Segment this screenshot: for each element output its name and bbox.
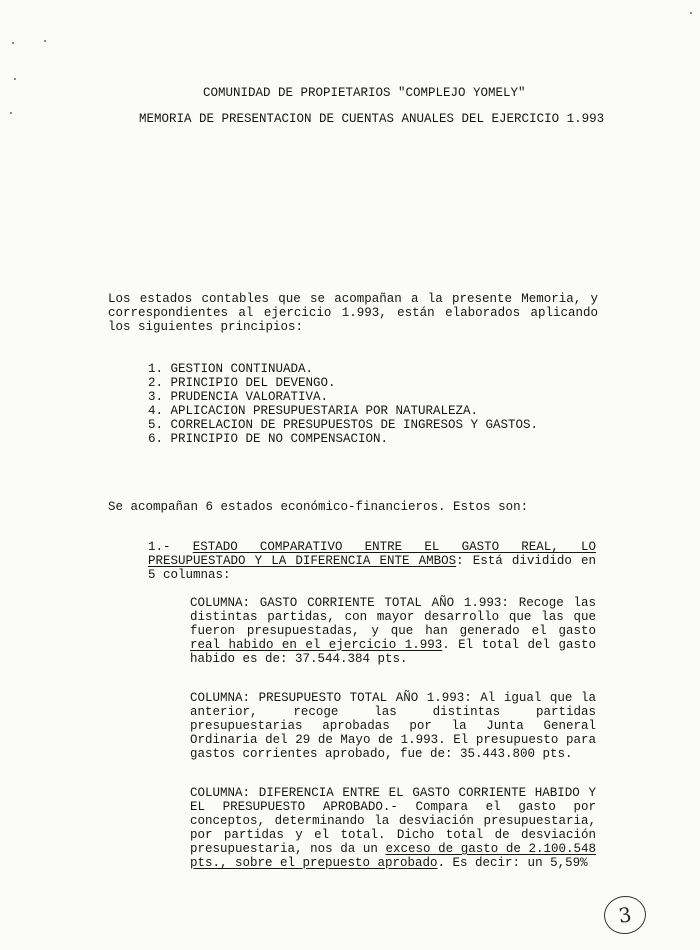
principle-item: 6. PRINCIPIO DE NO COMPENSACION. xyxy=(148,432,389,446)
column-text: COLUMNA: DIFERENCIA ENTRE EL GASTO CORRIENTE HABIDO Y EL PRESUPUESTO APROBADO.- Compara el gasto por conceptos, determinando la desviación presupuestaria, por partidas y el total. Dicho total de desviación presupuestaria, nos da un xyxy=(190,786,596,856)
states-intro: Se acompañan 6 estados económico-financieros. Estos son: xyxy=(108,500,529,514)
column-underlined-text: real habido en el ejercicio 1.993 xyxy=(190,638,443,652)
principles-list xyxy=(148,362,538,446)
column-text-end: . Es decir: un 5,59% xyxy=(437,856,588,870)
scan-speck xyxy=(14,78,16,80)
column-description-1 xyxy=(190,596,596,666)
scan-speck xyxy=(44,40,46,42)
column-text-end: . El total del gasto habido es de: 37.544.384 pts. xyxy=(190,638,597,666)
principle-item: 2. PRINCIPIO DEL DEVENGO. xyxy=(148,376,336,390)
section-1-number: 1.- xyxy=(148,540,193,554)
section-1-paragraph xyxy=(148,540,596,582)
column-description-2 xyxy=(190,691,596,761)
scan-speck xyxy=(690,12,692,14)
column-underlined-text: exceso de gasto de 2.100.548 pts., sobre el prepuesto aprobado xyxy=(190,842,596,870)
section-1-heading: ESTADO COMPARATIVO ENTRE EL GASTO REAL, LO PRESUPUESTADO Y LA DIFERENCIA ENTE AMBOS xyxy=(148,540,596,568)
principle-item: 4. APLICACION PRESUPUESTARIA POR NATURALEZA. xyxy=(148,404,479,418)
column-text: COLUMNA: GASTO CORRIENTE TOTAL AÑO 1.993: Recoge las distintas partidas, con mayor desarrollo que las que fueron presupuestadas, y que han generado el gasto xyxy=(190,596,596,638)
column-text: COLUMNA: PRESUPUESTO TOTAL AÑO 1.993: Al igual que la anterior, recoge las distintas partidas presupuestarias aprobadas por la Junta General Ordinaria del 29 de Mayo de 1.993. El presupuesto para gastos corrientes aprobado, fue de: 35.443.800 pts. xyxy=(190,691,596,761)
principle-item: 1. GESTION CONTINUADA. xyxy=(148,362,314,376)
document-subtitle: MEMORIA DE PRESENTACION DE CUENTAS ANUALES DEL EJERCICIO 1.993 xyxy=(139,112,605,126)
intro-paragraph: Los estados contables que se acompañan a la presente Memoria, y correspondientes al ejercicio 1.993, están elaborados aplicando los siguientes principios: xyxy=(108,292,598,334)
principle-item: 5. CORRELACION DE PRESUPUESTOS DE INGRESOS Y GASTOS. xyxy=(148,418,539,432)
section-1-text: : Está dividido en 5 columnas: xyxy=(148,554,596,582)
scan-speck xyxy=(12,42,14,44)
document-title: COMUNIDAD DE PROPIETARIOS "COMPLEJO YOMELY" xyxy=(203,86,526,100)
column-description-3 xyxy=(190,786,596,870)
scan-speck xyxy=(10,112,12,114)
page-number-circle: 3 xyxy=(602,893,649,936)
principle-item: 3. PRUDENCIA VALORATIVA. xyxy=(148,390,329,404)
